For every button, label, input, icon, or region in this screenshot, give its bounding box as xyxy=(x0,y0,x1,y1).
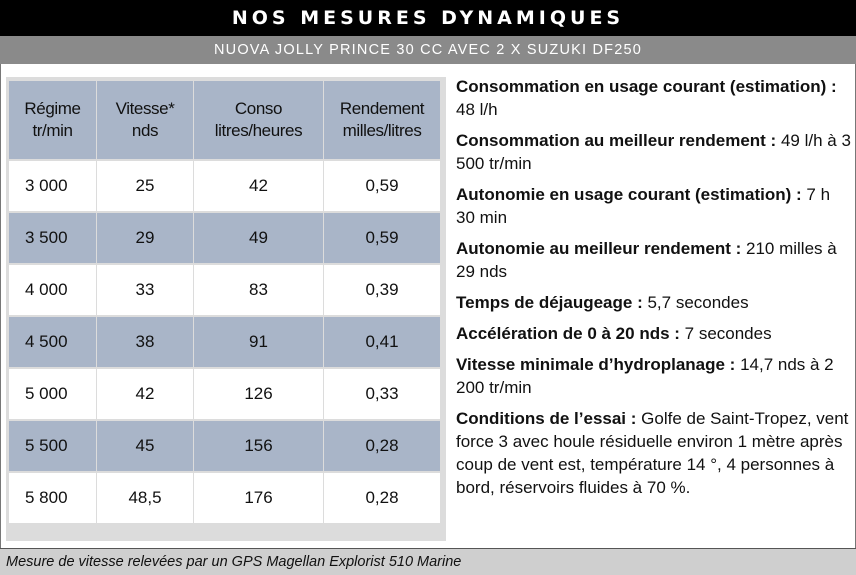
cell-rendement: 0,59 xyxy=(324,161,440,211)
cell-rendement: 0,28 xyxy=(324,473,440,523)
header-rendement: Rendement milles/litres xyxy=(324,81,440,159)
cell-conso: 49 xyxy=(194,213,323,263)
cell-vitesse: 33 xyxy=(97,265,193,315)
cell-vitesse: 48,5 xyxy=(97,473,193,523)
cell-vitesse: 25 xyxy=(97,161,193,211)
cell-conso: 176 xyxy=(194,473,323,523)
header-vitesse: Vitesse* nds xyxy=(97,81,193,159)
table-row xyxy=(9,421,440,471)
cell-regime: 3 500 xyxy=(9,213,96,263)
page-title: NOS MESURES DYNAMIQUES xyxy=(0,0,856,36)
cell-regime: 3 000 xyxy=(9,161,96,211)
cell-conso: 156 xyxy=(194,421,323,471)
cell-rendement: 0,39 xyxy=(324,265,440,315)
cell-vitesse: 42 xyxy=(97,369,193,419)
measures-table-panel xyxy=(6,77,446,541)
info-item-planing-time: Temps de déjaugeage : 5,7 secondes xyxy=(456,293,749,312)
cell-rendement: 0,28 xyxy=(324,421,440,471)
header-conso: Conso litres/heures xyxy=(194,81,323,159)
table-row xyxy=(9,265,440,315)
cell-conso: 126 xyxy=(194,369,323,419)
info-item-acceleration: Accélération de 0 à 20 nds : 7 secondes xyxy=(456,324,772,343)
cell-regime: 4 000 xyxy=(9,265,96,315)
cell-rendement: 0,41 xyxy=(324,317,440,367)
info-item-range-best: Autonomie au meilleur rendement : 210 milles à 29 nds xyxy=(456,239,837,281)
header-regime: Régime tr/min xyxy=(9,81,96,159)
table-header-row xyxy=(9,81,440,159)
table-row xyxy=(9,369,440,419)
content-area xyxy=(0,64,856,548)
cell-regime: 5 500 xyxy=(9,421,96,471)
info-item-min-planing-speed: Vitesse minimale d’hydroplanage : 14,7 nds à 2 200 tr/min xyxy=(456,355,834,397)
table-row xyxy=(9,161,440,211)
cell-conso: 83 xyxy=(194,265,323,315)
measures-table xyxy=(8,79,441,525)
cell-rendement: 0,59 xyxy=(324,213,440,263)
boat-subtitle: NUOVA JOLLY PRINCE 30 CC AVEC 2 X SUZUKI DF250 xyxy=(0,36,856,64)
cell-conso: 42 xyxy=(194,161,323,211)
footnote: Mesure de vitesse relevées par un GPS Magellan Explorist 510 Marine xyxy=(0,548,856,575)
info-item-range-usual: Autonomie en usage courant (estimation) : 7 h 30 min xyxy=(456,185,831,227)
table-row xyxy=(9,473,440,523)
cell-conso: 91 xyxy=(194,317,323,367)
info-item-consumption-usual: Consommation en usage courant (estimation) : 48 l/h xyxy=(456,77,837,119)
cell-vitesse: 38 xyxy=(97,317,193,367)
cell-regime: 4 500 xyxy=(9,317,96,367)
table-row xyxy=(9,317,440,367)
cell-vitesse: 29 xyxy=(97,213,193,263)
info-item-test-conditions: Conditions de l’essai : Golfe de Saint-Tropez, vent force 3 avec houle résiduelle environ 1 mètre après coup de vent est, température 14 °, 4 personnes à bord, réservoirs fluides à 70 %. xyxy=(456,409,849,497)
cell-regime: 5 800 xyxy=(9,473,96,523)
cell-regime: 5 000 xyxy=(9,369,96,419)
info-item-consumption-best: Consommation au meilleur rendement : 49 l/h à 3 500 tr/min xyxy=(456,131,851,173)
table-row xyxy=(9,213,440,263)
cell-rendement: 0,33 xyxy=(324,369,440,419)
test-results-list xyxy=(456,75,851,507)
cell-vitesse: 45 xyxy=(97,421,193,471)
